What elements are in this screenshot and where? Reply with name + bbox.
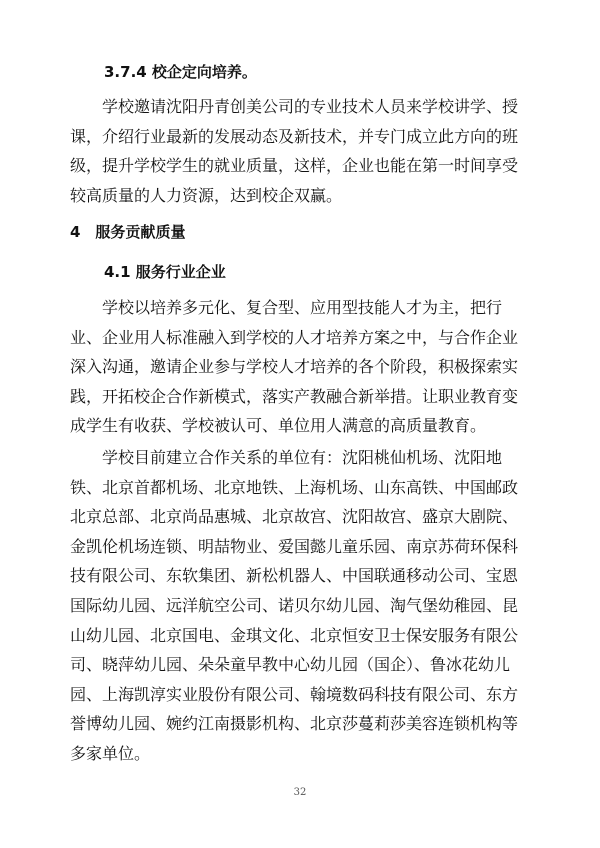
paragraph-line: 山幼儿园、北京国电、金琪文化、北京恒安卫士保安服务有限公 bbox=[70, 625, 519, 645]
paragraph-line: 司、晓萍幼儿园、朵朵童早教中心幼儿园（国企）、鲁冰花幼儿 bbox=[70, 655, 511, 675]
paragraph-line: 学校邀请沈阳丹青创美公司的专业技术人员来学校讲学、授 bbox=[70, 97, 519, 116]
paragraph-line: 践，开拓校企合作新模式，落实产教融合新举措。让职业教育变 bbox=[70, 386, 519, 406]
paragraph-line: 北京总部、北京尚品惠城、北京故宫、沈阳故宫、盛京大剧院、 bbox=[70, 507, 519, 527]
paragraph-line: 业、企业用人标准融入到学校的人才培养方案之中，与合作企业 bbox=[70, 327, 519, 347]
paragraph-line: 学校以培养多元化、复合型、应用型技能人才为主，把行 bbox=[70, 298, 503, 317]
section-heading-3-7-4: 3.7.4 校企定向培养。 bbox=[104, 63, 257, 81]
section-heading-4-1: 4.1 服务行业企业 bbox=[104, 263, 226, 281]
paragraph-school-enterprise-training bbox=[70, 92, 532, 210]
section-heading-4: 4 服务贡献质量 bbox=[70, 223, 186, 241]
paragraph-line: 课，介绍行业最新的发展动态及新技术，并专门成立此方向的班 bbox=[70, 126, 519, 146]
paragraph-line: 级，提升学校学生的就业质量，这样，企业也能在第一时间享受 bbox=[70, 156, 519, 176]
paragraph-line: 铁、北京首都机场、北京地铁、上海机场、山东高铁、中国邮政 bbox=[70, 477, 519, 497]
paragraph-line: 学校目前建立合作关系的单位有：沈阳桃仙机场、沈阳地 bbox=[70, 448, 503, 467]
paragraph-line: 誉博幼儿园、婉约江南摄影机构、北京莎蔓莉莎美容连锁机构等 bbox=[70, 714, 519, 734]
page-number: 32 bbox=[293, 787, 307, 798]
paragraph-serve-industry bbox=[70, 293, 532, 441]
paragraph-line: 多家单位。 bbox=[70, 743, 151, 763]
paragraph-line: 技有限公司、东软集团、新松机器人、中国联通移动公司、宝恩 bbox=[70, 566, 519, 586]
paragraph-line: 成学生有收获、学校被认可、单位用人满意的高质量教育。 bbox=[70, 416, 487, 436]
paragraph-partner-list bbox=[70, 443, 532, 769]
paragraph-line: 园、上海凯淳实业股份有限公司、翰境数码科技有限公司、东方 bbox=[70, 684, 519, 704]
paragraph-line: 金凯伦机场连锁、明喆物业、爱国懿儿童乐园、南京苏荷环保科 bbox=[70, 536, 519, 556]
paragraph-line: 较高质量的人力资源，达到校企双赢。 bbox=[70, 185, 343, 205]
paragraph-line: 深入沟通，邀请企业参与学校人才培养的各个阶段，积极探索实 bbox=[70, 357, 519, 377]
paragraph-line: 国际幼儿园、远洋航空公司、诺贝尔幼儿园、淘气堡幼稚园、昆 bbox=[70, 595, 519, 615]
